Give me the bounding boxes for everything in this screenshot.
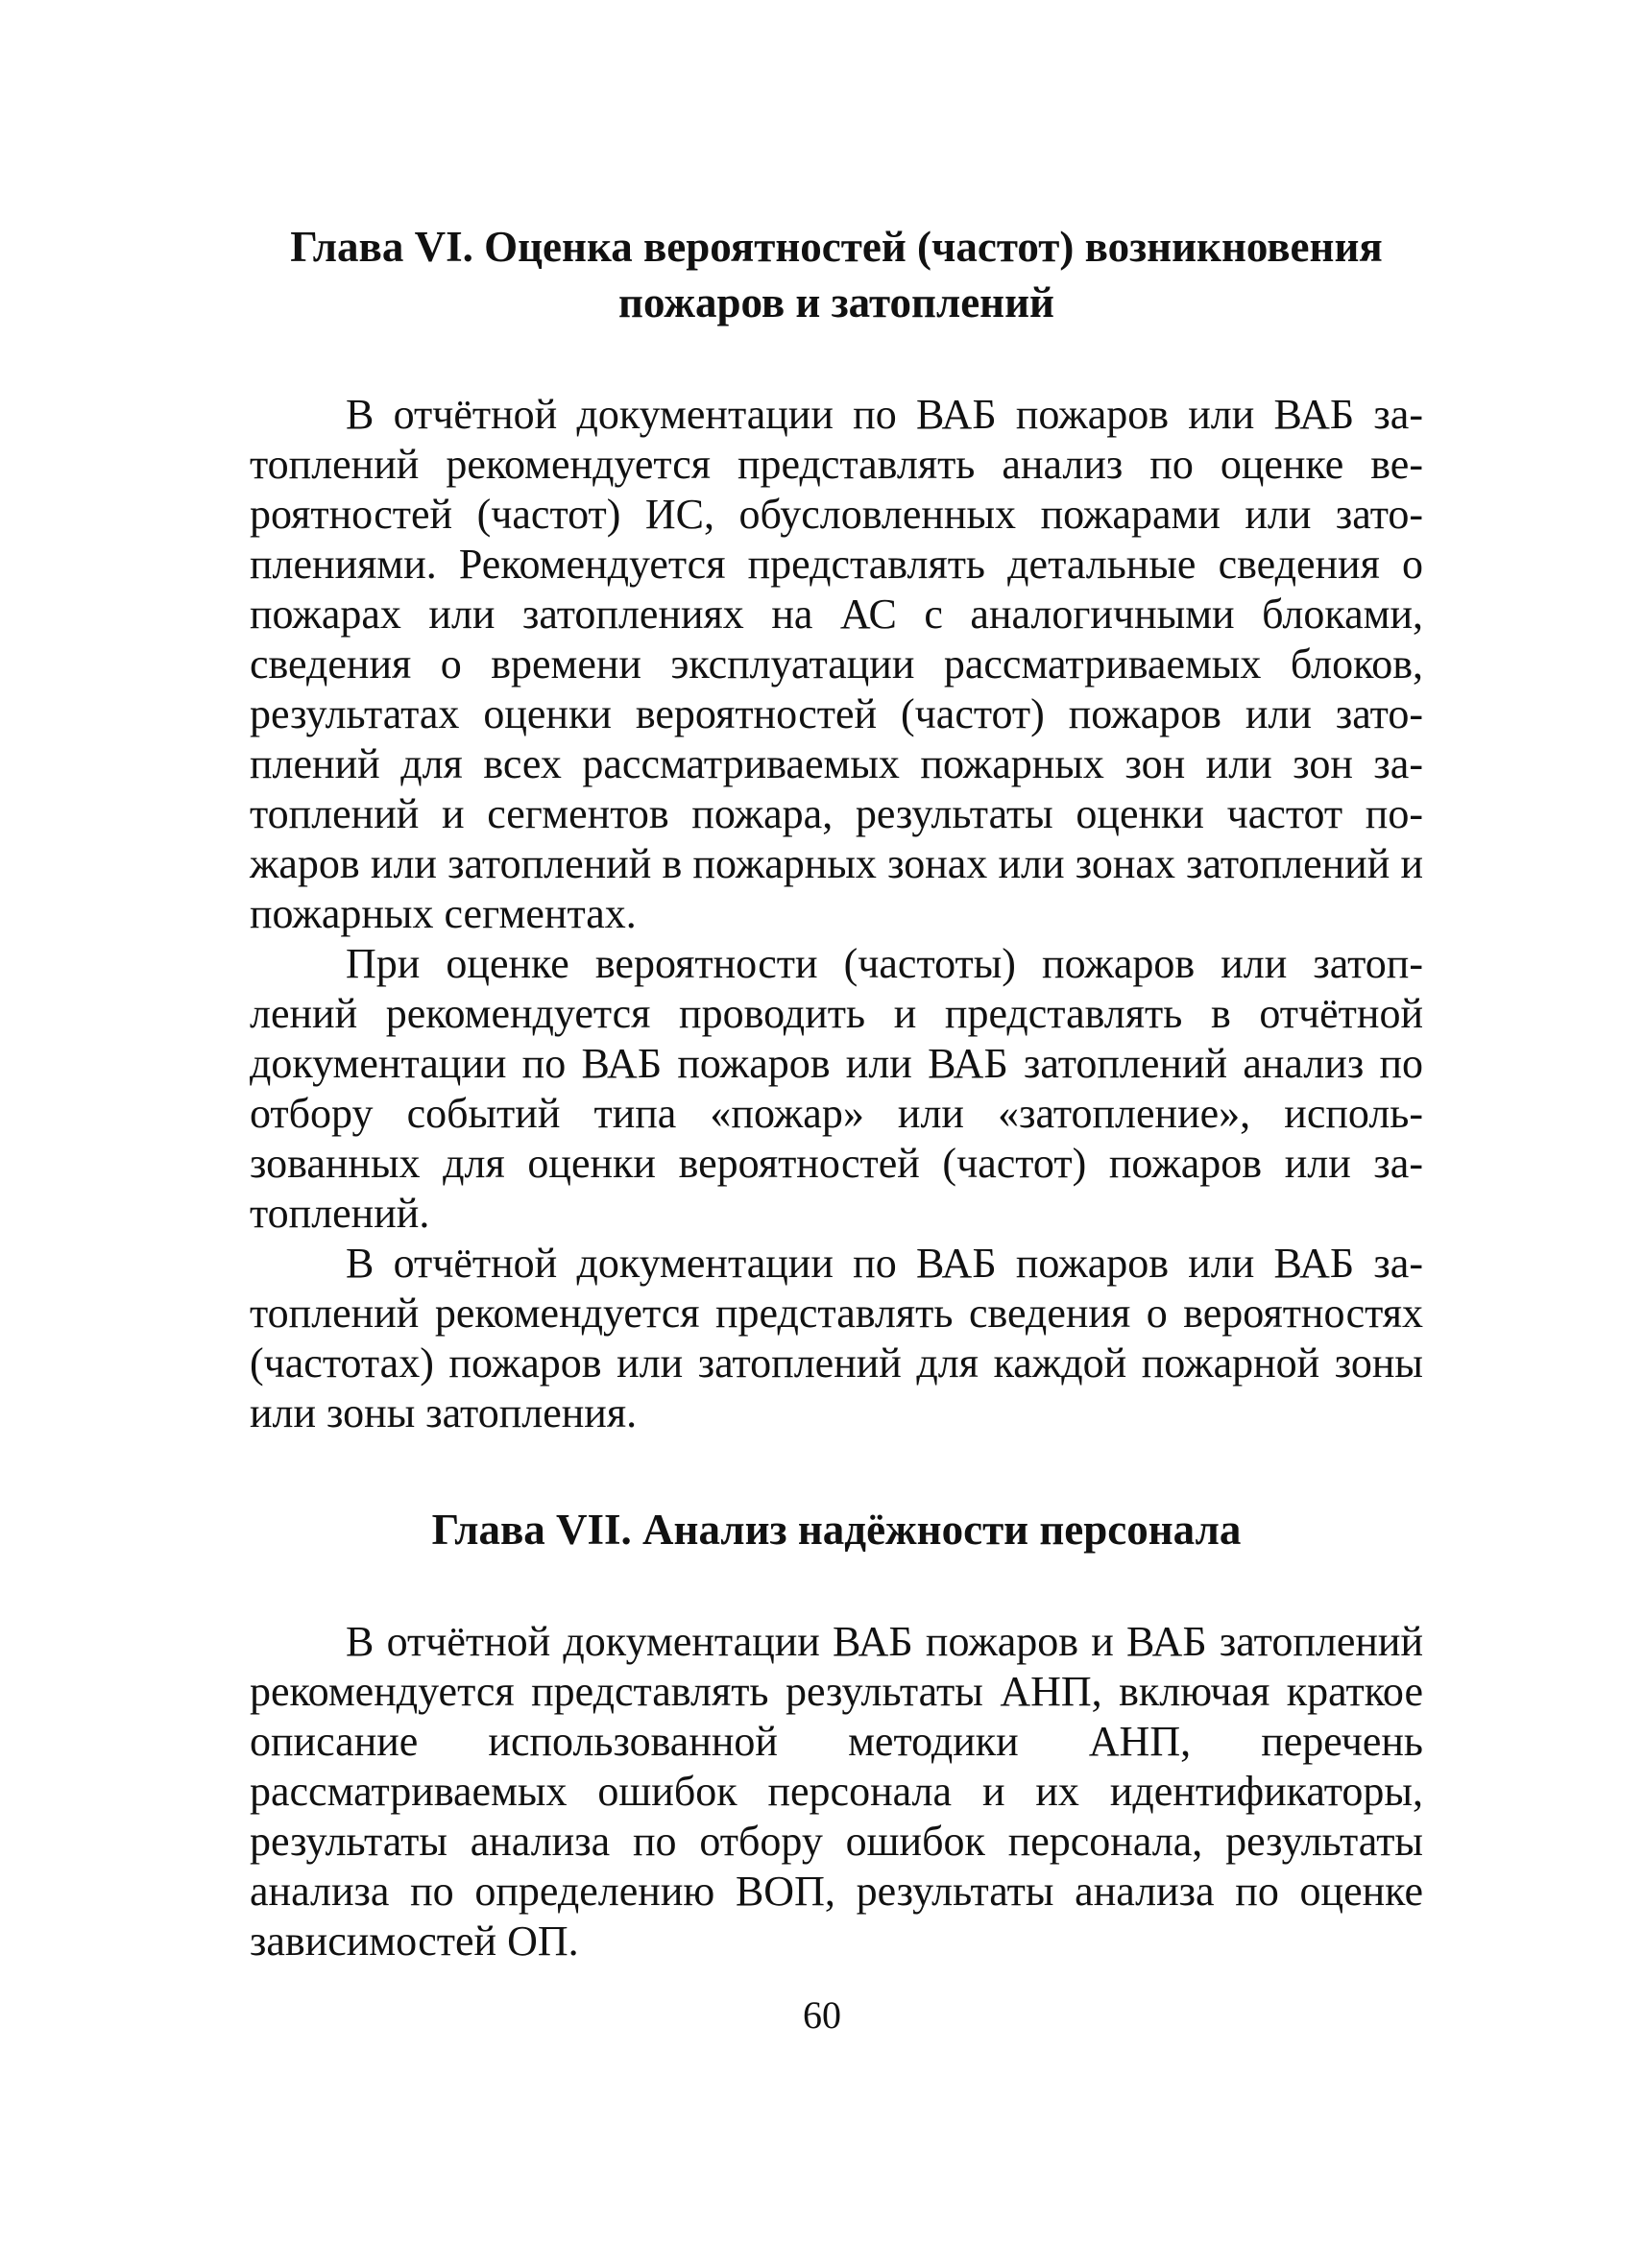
chapter-6-title-line-1: Глава VI. Оценка вероятностей (частот) возникновения (290, 223, 1383, 271)
chapter-6-title (250, 219, 1423, 330)
chapter-6-title-line-2: пожаров и затоплений (618, 278, 1054, 326)
chapter-7-title: Глава VII. Анализ надёжности персонала (431, 1506, 1242, 1554)
page-number: 60 (803, 1993, 841, 2037)
chapter-7-paragraph-1: В отчётной документации ВАБ пожаров и ВАБ затоплений рекомендуется представлять результаты АНП, включая краткое описание использованной методики АНП, перечень рассматриваемых ошибок персонала и их идентификаторы, результаты анализа по отбору ошибок персонала, результаты анализа по определению ВОП, результаты анализа по оценке зависимостей ОП. (250, 1618, 1423, 1965)
chapter-6-paragraph-1: В отчётной документации по ВАБ пожаров или ВАБ затоплений рекомендуется представлять анализ по оценке вероятностей (частот) ИС, обусловленных пожарами или затоплениями. Рекомендуется представлять детальные сведения о пожарах или затоплениях на АС с аналогичными блоками, сведения о времени эксплуатации рассматриваемых блоков, результатах оценки вероятностей (частот) пожаров или затоплений для всех рассматриваемых пожарных зон или зон затоплений и сегментов пожара, результаты оценки частот пожаров или затоплений в пожарных зонах или зонах затоплений и пожарных сегментах. (250, 391, 1423, 937)
document-page (250, 219, 1423, 1966)
chapter-6-paragraph-2: При оценке вероятности (частоты) пожаров или затоплений рекомендуется проводить и представлять в отчётной документации по ВАБ пожаров или ВАБ затоплений анализ по отбору событий типа «пожар» или «затопление», использованных для оценки вероятностей (частот) пожаров или затоплений. (250, 940, 1423, 1237)
chapter-6-paragraph-3: В отчётной документации по ВАБ пожаров или ВАБ затоплений рекомендуется представлять сведения о вероятностях (частотах) пожаров или затоплений для каждой пожарной зоны или зоны затопления. (250, 1240, 1423, 1436)
